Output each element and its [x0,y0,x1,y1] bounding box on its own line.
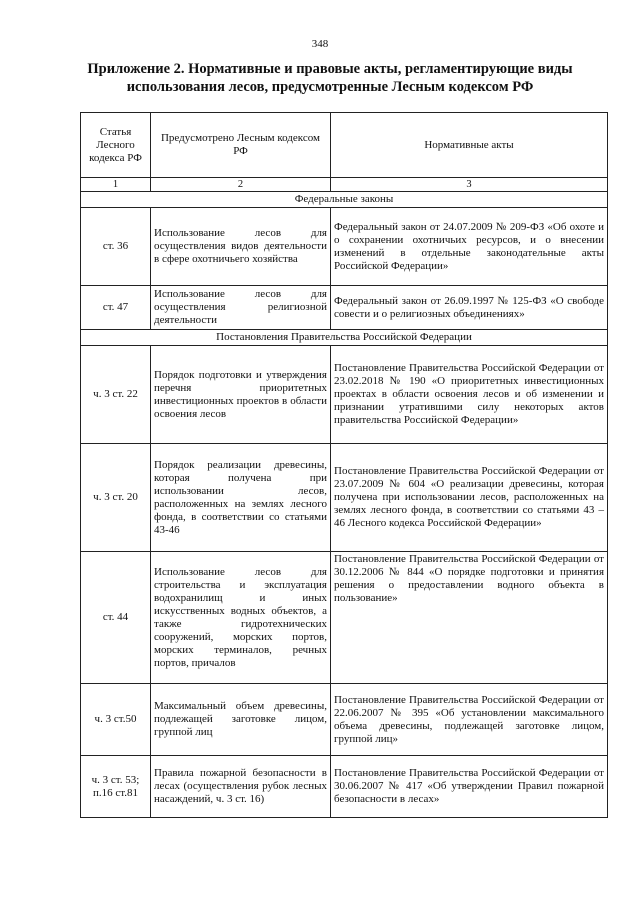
provided-cell: Использование лесов для осуществления религиозной деятельности [151,286,331,330]
article-cell: ч. 3 ст. 22 [81,346,151,444]
provided-cell: Использование лесов для строительства и эксплуатация водохранилищ и иных искусственных водных объектов, а также гидротехнических сооружений, морских портов, морских терминалов, речных портов, причалов [151,552,331,684]
page-title: Приложение 2. Нормативные и правовые акты, регламентирующие виды использования лесов, предусмотренные Лесным кодексом РФ [87,61,573,95]
regulatory-acts-table [80,112,608,818]
provided-cell: Порядок подготовки и утверждения перечня приоритетных инвестиционных проектов в области освоения лесов [151,346,331,444]
acts-cell: Постановление Правительства Российской Федерации от 30.06.2007 № 417 «Об утверждении Правил пожарной безопасности в лесах» [331,756,608,818]
header-article: Статья Лесного кодекса РФ [81,113,151,178]
article-cell: ч. 3 ст. 20 [81,444,151,552]
acts-cell: Постановление Правительства Российской Федерации от 23.07.2009 № 604 «О реализации древесины, которая получена при использовании лесов, расположенных на землях лесного фонда, в соответствии со статьями 43 – 46 Лесного кодекса Российской Федерации» [331,444,608,552]
header-provided: Предусмотрено Лесным кодексом РФ [151,113,331,178]
section-title: Федеральные законы [81,192,608,208]
table-row [81,346,608,444]
section-heading-row [81,330,608,346]
column-number-row [81,178,608,192]
acts-cell: Постановление Правительства Российской Федерации от 23.02.2018 № 190 «О приоритетных инвестиционных проектах в области освоения лесов и об изменении и признании утратившими силу некоторых актов правительства Российской Федерации» [331,346,608,444]
table-header-row [81,113,608,178]
header-acts: Нормативные акты [331,113,608,178]
table-row [81,286,608,330]
article-cell: ст. 44 [81,552,151,684]
section-title: Постановления Правительства Российской Федерации [81,330,608,346]
table-row [81,208,608,286]
column-number: 3 [331,178,608,192]
column-number: 2 [151,178,331,192]
article-cell: ч. 3 ст.50 [81,684,151,756]
page-number: 348 [311,38,329,50]
acts-cell: Постановление Правительства Российской Федерации от 22.06.2007 № 395 «Об установлении максимального объема древесины, подлежащей заготовке лицом, группой лиц» [331,684,608,756]
provided-cell: Порядок реализации древесины, которая получена при использовании лесов, расположенных на землях лесного фонда, в соответствии со статьями 43-46 [151,444,331,552]
acts-cell: Постановление Правительства Российской Федерации от 30.12.2006 № 844 «О порядке подготовки и принятия решения о предоставлении водного объекта в пользование» [331,552,608,684]
article-cell: ст. 36 [81,208,151,286]
article-cell: ст. 47 [81,286,151,330]
table-row [81,684,608,756]
acts-cell: Федеральный закон от 24.07.2009 № 209-ФЗ «Об охоте и о сохранении охотничьих ресурсов, и о внесении изменений в отдельные законодательные акты Российской Федерации» [331,208,608,286]
table-row [81,756,608,818]
provided-cell: Правила пожарной безопасности в лесах (осуществления рубок лесных насаждений, ч. 3 ст. 16) [151,756,331,818]
table-row [81,444,608,552]
article-cell: ч. 3 ст. 53; п.16 ст.81 [81,756,151,818]
column-number: 1 [81,178,151,192]
section-heading-row [81,192,608,208]
provided-cell: Использование лесов для осуществления видов деятельности в сфере охотничьего хозяйства [151,208,331,286]
provided-cell: Максимальный объем древесины, подлежащей заготовке лицом, группой лиц [151,684,331,756]
table-row [81,552,608,684]
acts-cell: Федеральный закон от 26.09.1997 № 125-ФЗ «О свободе совести и о религиозных объединениях» [331,286,608,330]
